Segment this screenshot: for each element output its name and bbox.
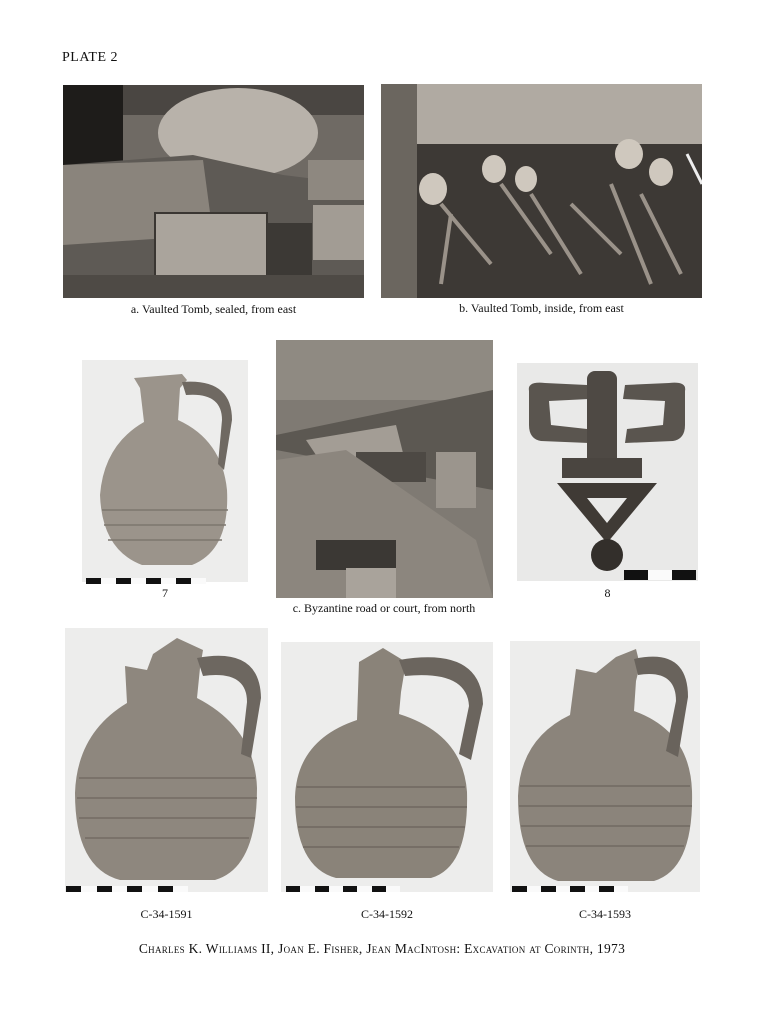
photo-jug-c-34-1592 — [281, 642, 493, 892]
scale-bar-7 — [86, 578, 206, 584]
caption-c-34-1591: C-34-1591 — [140, 907, 193, 921]
photo-object-8 — [517, 363, 698, 581]
photo-jug-7 — [82, 360, 248, 582]
scale-bar-c-34-1592 — [286, 886, 400, 892]
photo-jug-c-34-1593 — [510, 641, 700, 892]
scale-bar-c-34-1593 — [512, 886, 628, 892]
page-footer: Charles K. Williams II, Joan E. Fisher, Jean MacIntosh: Excavation at Corinth, 1973 — [138, 941, 626, 956]
photo-jug-c-34-1591 — [65, 628, 268, 892]
caption-c-34-1593: C-34-1593 — [579, 907, 631, 921]
caption-c: c. Byzantine road or court, from north — [292, 601, 476, 615]
photo-vaulted-tomb-inside — [381, 84, 702, 298]
plate-title: PLATE 2 — [62, 50, 118, 65]
caption-7: 7 — [162, 586, 168, 600]
photo-byzantine-road — [276, 340, 493, 598]
caption-c-34-1592: C-34-1592 — [361, 907, 413, 921]
caption-8: 8 — [604, 586, 611, 600]
scale-bar-c-34-1591 — [66, 886, 188, 892]
caption-a: a. Vaulted Tomb, sealed, from east — [130, 302, 297, 316]
photo-vaulted-tomb-sealed — [63, 85, 364, 298]
scale-bar-8 — [624, 570, 696, 580]
caption-b: b. Vaulted Tomb, inside, from east — [459, 301, 624, 315]
